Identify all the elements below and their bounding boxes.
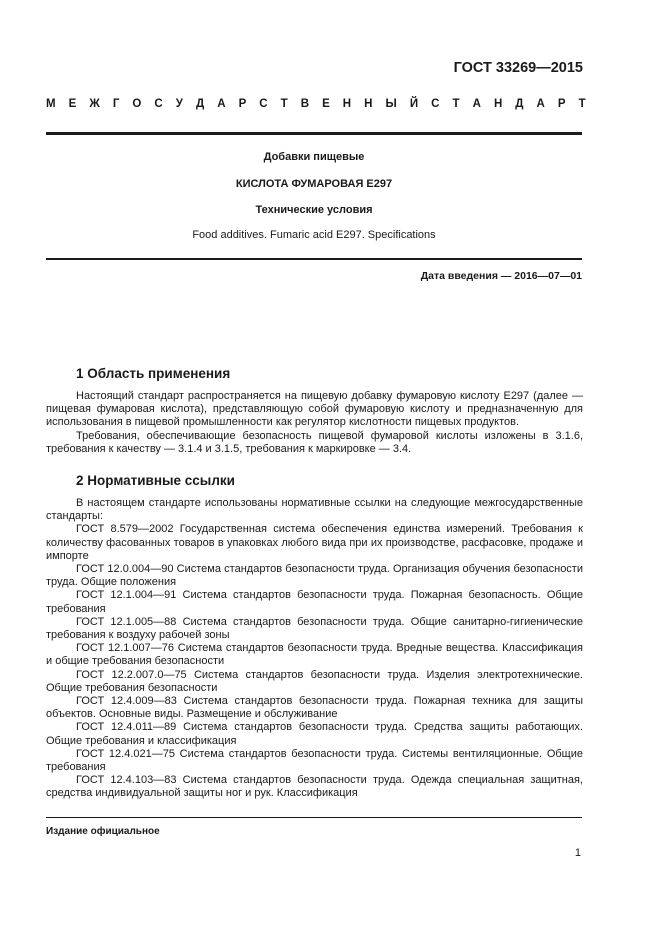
standard-type-letter: Р (238, 98, 247, 110)
standard-type-letter: В (300, 98, 310, 110)
section-2-paragraph: В настоящем стандарте использованы нормативные ссылки на следующие межгосударственные стандарты: (46, 497, 583, 523)
standard-type-letter: А (472, 98, 481, 110)
standard-type-letter: Т (578, 98, 586, 110)
standard-type-letter: Н (342, 98, 352, 110)
standard-type-letter: Н (493, 98, 503, 110)
standard-type-letter: Е (68, 98, 77, 110)
section-1-heading: 1 Область применения (76, 366, 231, 381)
standard-type-letter: Р (557, 98, 566, 110)
reference-item: ГОСТ 12.4.103—83 Система стандартов безопасности труда. Одежда специальная защитная, средства индивидуальной защиты ног и рук. Классификация (46, 774, 583, 800)
standard-type-letter: М (46, 98, 56, 110)
reference-item: ГОСТ 12.4.011—89 Система стандартов безопасности труда. Средства защиты работающих. Общие требования и классификация (46, 721, 583, 747)
section-1-paragraph: Настоящий стандарт распространяется на пищевую добавку фумаровую кислоту Е297 (далее — пищевая фумаровая кислота), представляющую собой фумаровую кислоту и предназначенную для использования в пищевой промышленности как регулятор кислотности пищевых продуктов. (46, 390, 583, 429)
category-title: Добавки пищевые (263, 151, 365, 163)
standard-type-letter: Г (112, 98, 120, 110)
standard-type-letter: С (259, 98, 268, 110)
document-title: КИСЛОТА ФУМАРОВАЯ Е297 (235, 178, 393, 190)
standard-type-letter: С (431, 98, 440, 110)
section-1-body (46, 390, 583, 456)
standard-type-letter: Д (515, 98, 524, 110)
standard-type-letter: Ж (89, 98, 100, 110)
standard-type-letter: О (132, 98, 142, 110)
reference-item: ГОСТ 12.1.005—88 Система стандартов безопасности труда. Общие санитарно-гигиенические требования к воздуху рабочей зоны (46, 615, 583, 642)
reference-item: ГОСТ 12.1.007—76 Система стандартов безопасности труда. Вредные вещества. Классификация и общие требования безопасности (46, 642, 583, 668)
standard-type-letter: Ы (385, 98, 397, 110)
reference-item: ГОСТ 12.4.021—75 Система стандартов безопасности труда. Системы вентиляционные. Общие требования (46, 747, 583, 774)
header-rule (46, 132, 582, 135)
edition-label: Издание официальное (46, 826, 160, 837)
introduction-date: Дата введения — 2016—07—01 (420, 270, 582, 282)
document-subtitle: Технические условия (255, 204, 373, 216)
standard-type-letter: А (217, 98, 226, 110)
section-2-heading: 2 Нормативные ссылки (76, 473, 235, 488)
standard-type-letter: Д (195, 98, 205, 110)
gost-number: ГОСТ 33269—2015 (453, 60, 583, 76)
reference-item: ГОСТ 8.579—2002 Государственная система обеспечения единства измерений. Требования к количеству фасованных товаров в упаковках любого вида при их производстве, расфасовке, продаже и импорте (46, 523, 583, 562)
title-rule (46, 258, 582, 260)
standard-type-letter: А (536, 98, 545, 110)
standard-type-letter: Е (322, 98, 330, 110)
reference-item: ГОСТ 12.4.009—83 Система стандартов безопасности труда. Пожарная техника для защиты объектов. Основные виды. Размещение и обслуживание (46, 695, 583, 721)
english-title: Food additives. Fumaric acid E297. Specifications (192, 229, 436, 241)
standard-type-letter: Н (364, 98, 373, 110)
reference-item: ГОСТ 12.0.004—90 Система стандартов безопасности труда. Организация обучения безопасности труда. Общие положения (46, 563, 583, 589)
page-number: 1 (574, 847, 581, 859)
section-1-paragraph: Требования, обеспечивающие безопасность пищевой фумаровой кислоты изложены в 3.1.6, требования к качеству — 3.1.4 и 3.1.5, требования к маркировке — 3.4. (46, 429, 583, 455)
standard-type-letter: Т (452, 98, 460, 110)
reference-item: ГОСТ 12.1.004—91 Система стандартов безопасности труда. Пожарная безопасность. Общие требования (46, 589, 583, 615)
section-2-body (46, 497, 583, 801)
standard-type-heading (46, 98, 586, 110)
footer-rule (46, 817, 582, 818)
reference-item: ГОСТ 12.2.007.0—75 Система стандартов безопасности труда. Изделия электротехнические. Общие требования безопасности (46, 668, 583, 694)
standard-type-letter: С (154, 98, 163, 110)
standard-type-letter: Т (280, 98, 288, 110)
standard-type-letter: У (175, 98, 183, 110)
standard-type-letter: Й (409, 98, 419, 110)
